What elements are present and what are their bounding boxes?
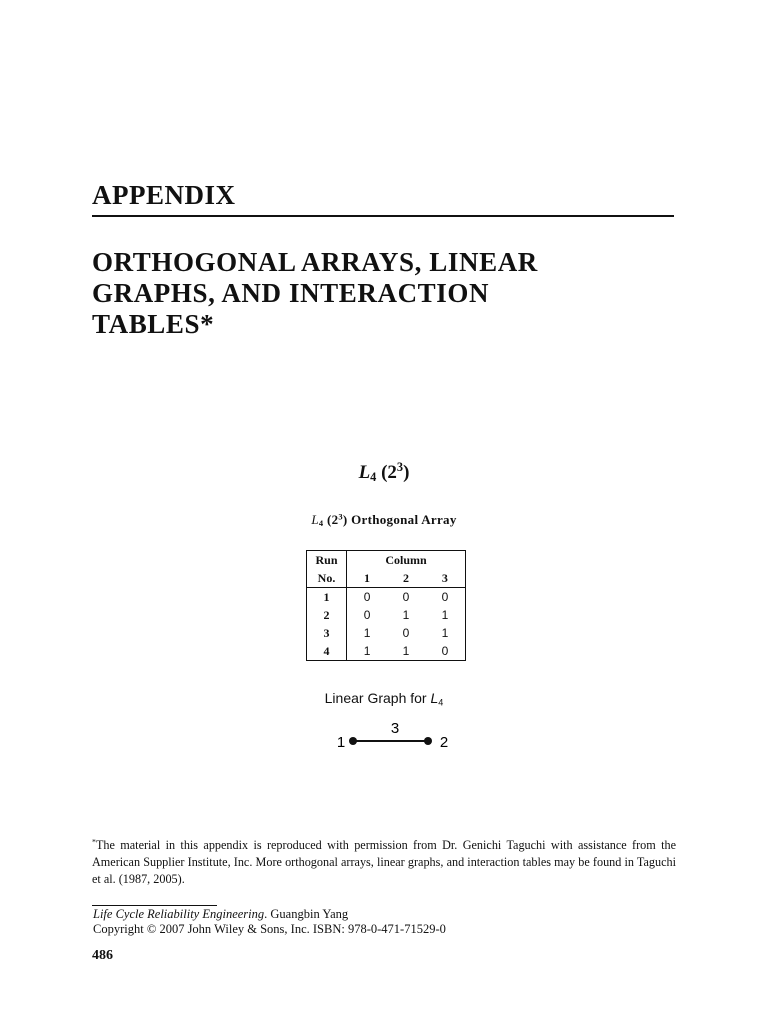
run-number: 1 <box>307 588 347 607</box>
array-subscript: 4 <box>370 470 377 485</box>
table-row <box>307 606 466 624</box>
book-credit <box>93 907 348 922</box>
edge-label: 3 <box>390 720 400 737</box>
column-header: Column <box>385 552 427 567</box>
cell-value: 1 <box>402 644 410 658</box>
title-line-1: ORTHOGONAL ARRAYS, LINEAR <box>92 247 538 277</box>
cell-value: 0 <box>363 590 371 604</box>
cell-value: 0 <box>441 644 449 658</box>
table-row <box>307 642 466 661</box>
run-number: 2 <box>307 606 347 624</box>
run-header: Run <box>307 551 347 570</box>
node-dot-right <box>424 737 432 745</box>
caption-suffix: Orthogonal Array <box>351 512 457 527</box>
no-header: No. <box>307 569 347 588</box>
run-number: 4 <box>307 642 347 661</box>
table-caption: $L_4$ $(2^3)$ Orthogonal Array <box>311 511 457 529</box>
appendix-heading: APPENDIX <box>92 180 236 210</box>
linear-graph-title-prefix: Linear Graph for <box>324 690 427 706</box>
column-number-1: 1 <box>347 569 388 588</box>
title-line-2: GRAPHS, AND INTERACTION <box>92 278 490 308</box>
array-symbol: L <box>358 462 371 483</box>
caption-subscript: 4 <box>318 518 324 529</box>
footnote-marker: * <box>92 837 96 847</box>
cell-value: 1 <box>363 644 371 658</box>
book-author: . Guangbin Yang <box>264 907 349 921</box>
cell-value: 1 <box>363 626 371 640</box>
cell-value: 1 <box>441 608 449 622</box>
linear-graph-title <box>0 690 768 706</box>
run-number: 3 <box>307 624 347 642</box>
caption-exponent: 3 <box>338 511 343 522</box>
cell-value: 0 <box>402 590 410 604</box>
table-row <box>307 588 466 607</box>
linear-graph-symbol: L <box>430 690 439 706</box>
cell-value: 0 <box>402 626 410 640</box>
array-heading: $L_4$ $(2^3)$ <box>358 460 410 485</box>
appendix-title <box>92 247 692 340</box>
linear-graph-subscript: 4 <box>438 697 444 708</box>
footer-rule <box>92 905 217 906</box>
page-number: 486 <box>92 948 113 963</box>
caption-symbol: L <box>311 512 319 527</box>
title-line-3: TABLES* <box>92 309 215 339</box>
caption-base: 2 <box>331 512 339 527</box>
column-number-3: 3 <box>425 569 466 588</box>
book-title: Life Cycle Reliability Engineering <box>93 907 265 921</box>
node-label-right: 2 <box>439 734 449 751</box>
footnote-text: The material in this appendix is reproduced with permission from Dr. Genichi Taguchi with assistance from the American Supplier Institute, Inc. More orthogonal arrays, linear graphs, and interaction tables may be found in Taguchi et al. (1987, 2005). <box>92 838 676 886</box>
orthogonal-array-table <box>306 550 466 661</box>
node-dot-left <box>349 737 357 745</box>
array-base: 2 <box>387 462 397 483</box>
heading-rule <box>92 215 674 217</box>
cell-value: 0 <box>363 608 371 622</box>
array-exponent: 3 <box>396 460 404 475</box>
footnote <box>92 837 676 888</box>
cell-value: 0 <box>441 590 449 604</box>
column-number-2: 2 <box>387 569 425 588</box>
cell-value: 1 <box>441 626 449 640</box>
table-row <box>307 624 466 642</box>
node-label-left: 1 <box>336 734 346 751</box>
copyright-line: Copyright © 2007 John Wiley & Sons, Inc. ISBN: 978-0-471-71529-0 <box>93 922 446 936</box>
cell-value: 1 <box>402 608 410 622</box>
linear-graph <box>320 712 460 756</box>
